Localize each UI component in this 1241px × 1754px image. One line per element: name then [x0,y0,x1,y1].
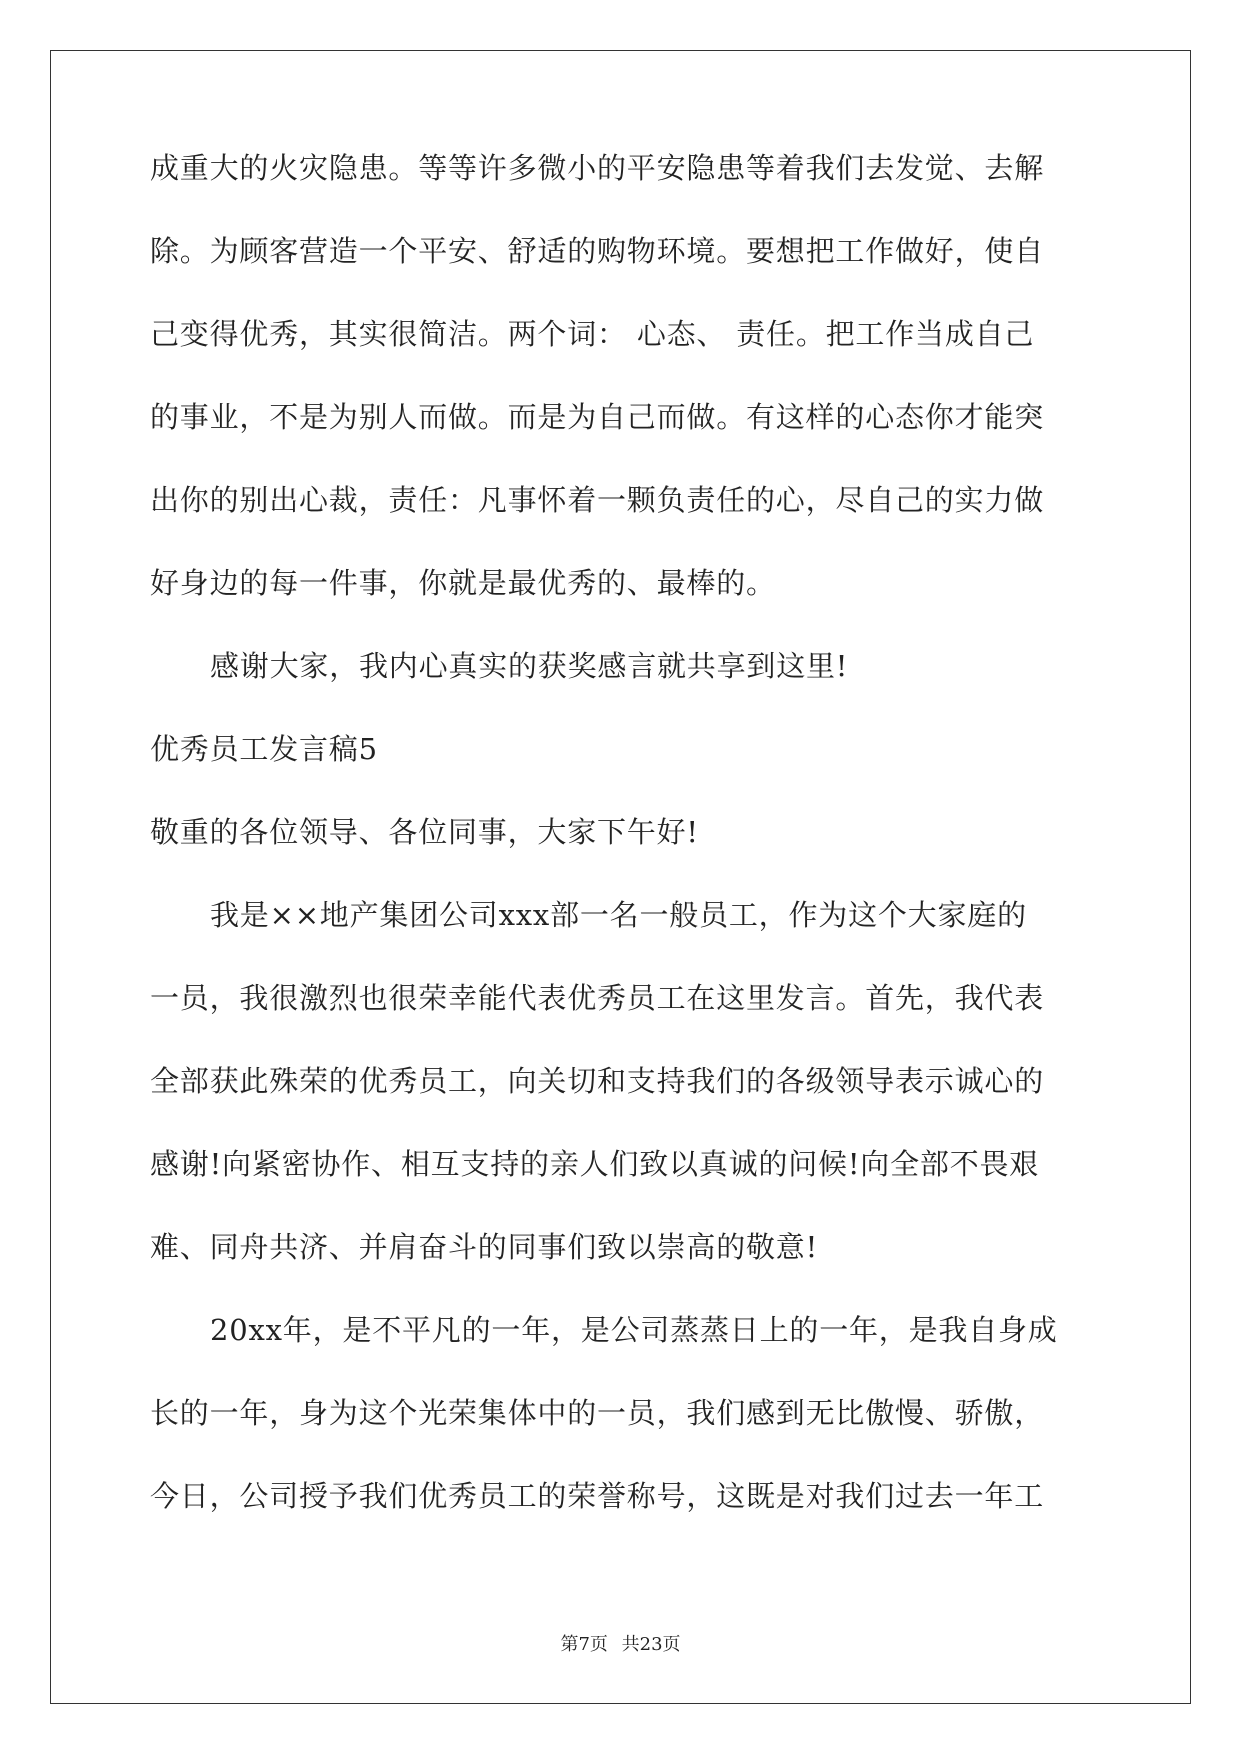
text-line: 难、同舟共济、并肩奋斗的同事们致以崇高的敬意! [150,1230,819,1264]
page-total: 共23页 [621,1634,681,1655]
salutation-line: 敬重的各位领导、各位同事，大家下午好! [150,815,699,849]
text-line: 好身边的每一件事，你就是最优秀的、最棒的。 [150,566,776,600]
page-number: 第7页 [560,1634,608,1655]
text-line: 我是××地产集团公司xxx部一名一般员工，作为这个大家庭的 [210,898,1027,932]
text-line: 20xx年，是不平凡的一年，是公司蒸蒸日上的一年，是我自身成 [210,1313,1058,1347]
text-line: 感谢大家，我内心真实的获奖感言就共享到这里! [210,649,849,683]
text-line: 除。为顾客营造一个平安、舒适的购物环境。要想把工作做好，使自 [150,234,1045,268]
page-footer [0,1630,1241,1656]
text-line: 的事业，不是为别人而做。而是为自己而做。有这样的心态你才能突 [150,400,1045,434]
text-line: 感谢!向紧密协作、相互支持的亲人们致以真诚的问候!向全部不畏艰 [150,1147,1040,1181]
text-line: 全部获此殊荣的优秀员工，向关切和支持我们的各级领导表示诚心的 [150,1064,1045,1098]
text-line: 出你的别出心裁，责任：凡事怀着一颗负责任的心，尽自己的实力做 [150,483,1045,517]
text-line: 长的一年，身为这个光荣集体中的一员，我们感到无比傲慢、骄傲， [150,1396,1045,1430]
text-line: 成重大的火灾隐患。等等许多微小的平安隐患等着我们去发觉、去解 [150,151,1045,185]
text-line: 今日，公司授予我们优秀员工的荣誉称号，这既是对我们过去一年工 [150,1479,1045,1513]
section-heading: 优秀员工发言稿5 [150,732,378,766]
page-border [50,50,1191,1704]
text-line: 一员，我很激烈也很荣幸能代表优秀员工在这里发言。首先，我代表 [150,981,1045,1015]
text-line: 己变得优秀，其实很简洁。两个词： 心态、 责任。把工作当成自己 [150,317,1035,351]
